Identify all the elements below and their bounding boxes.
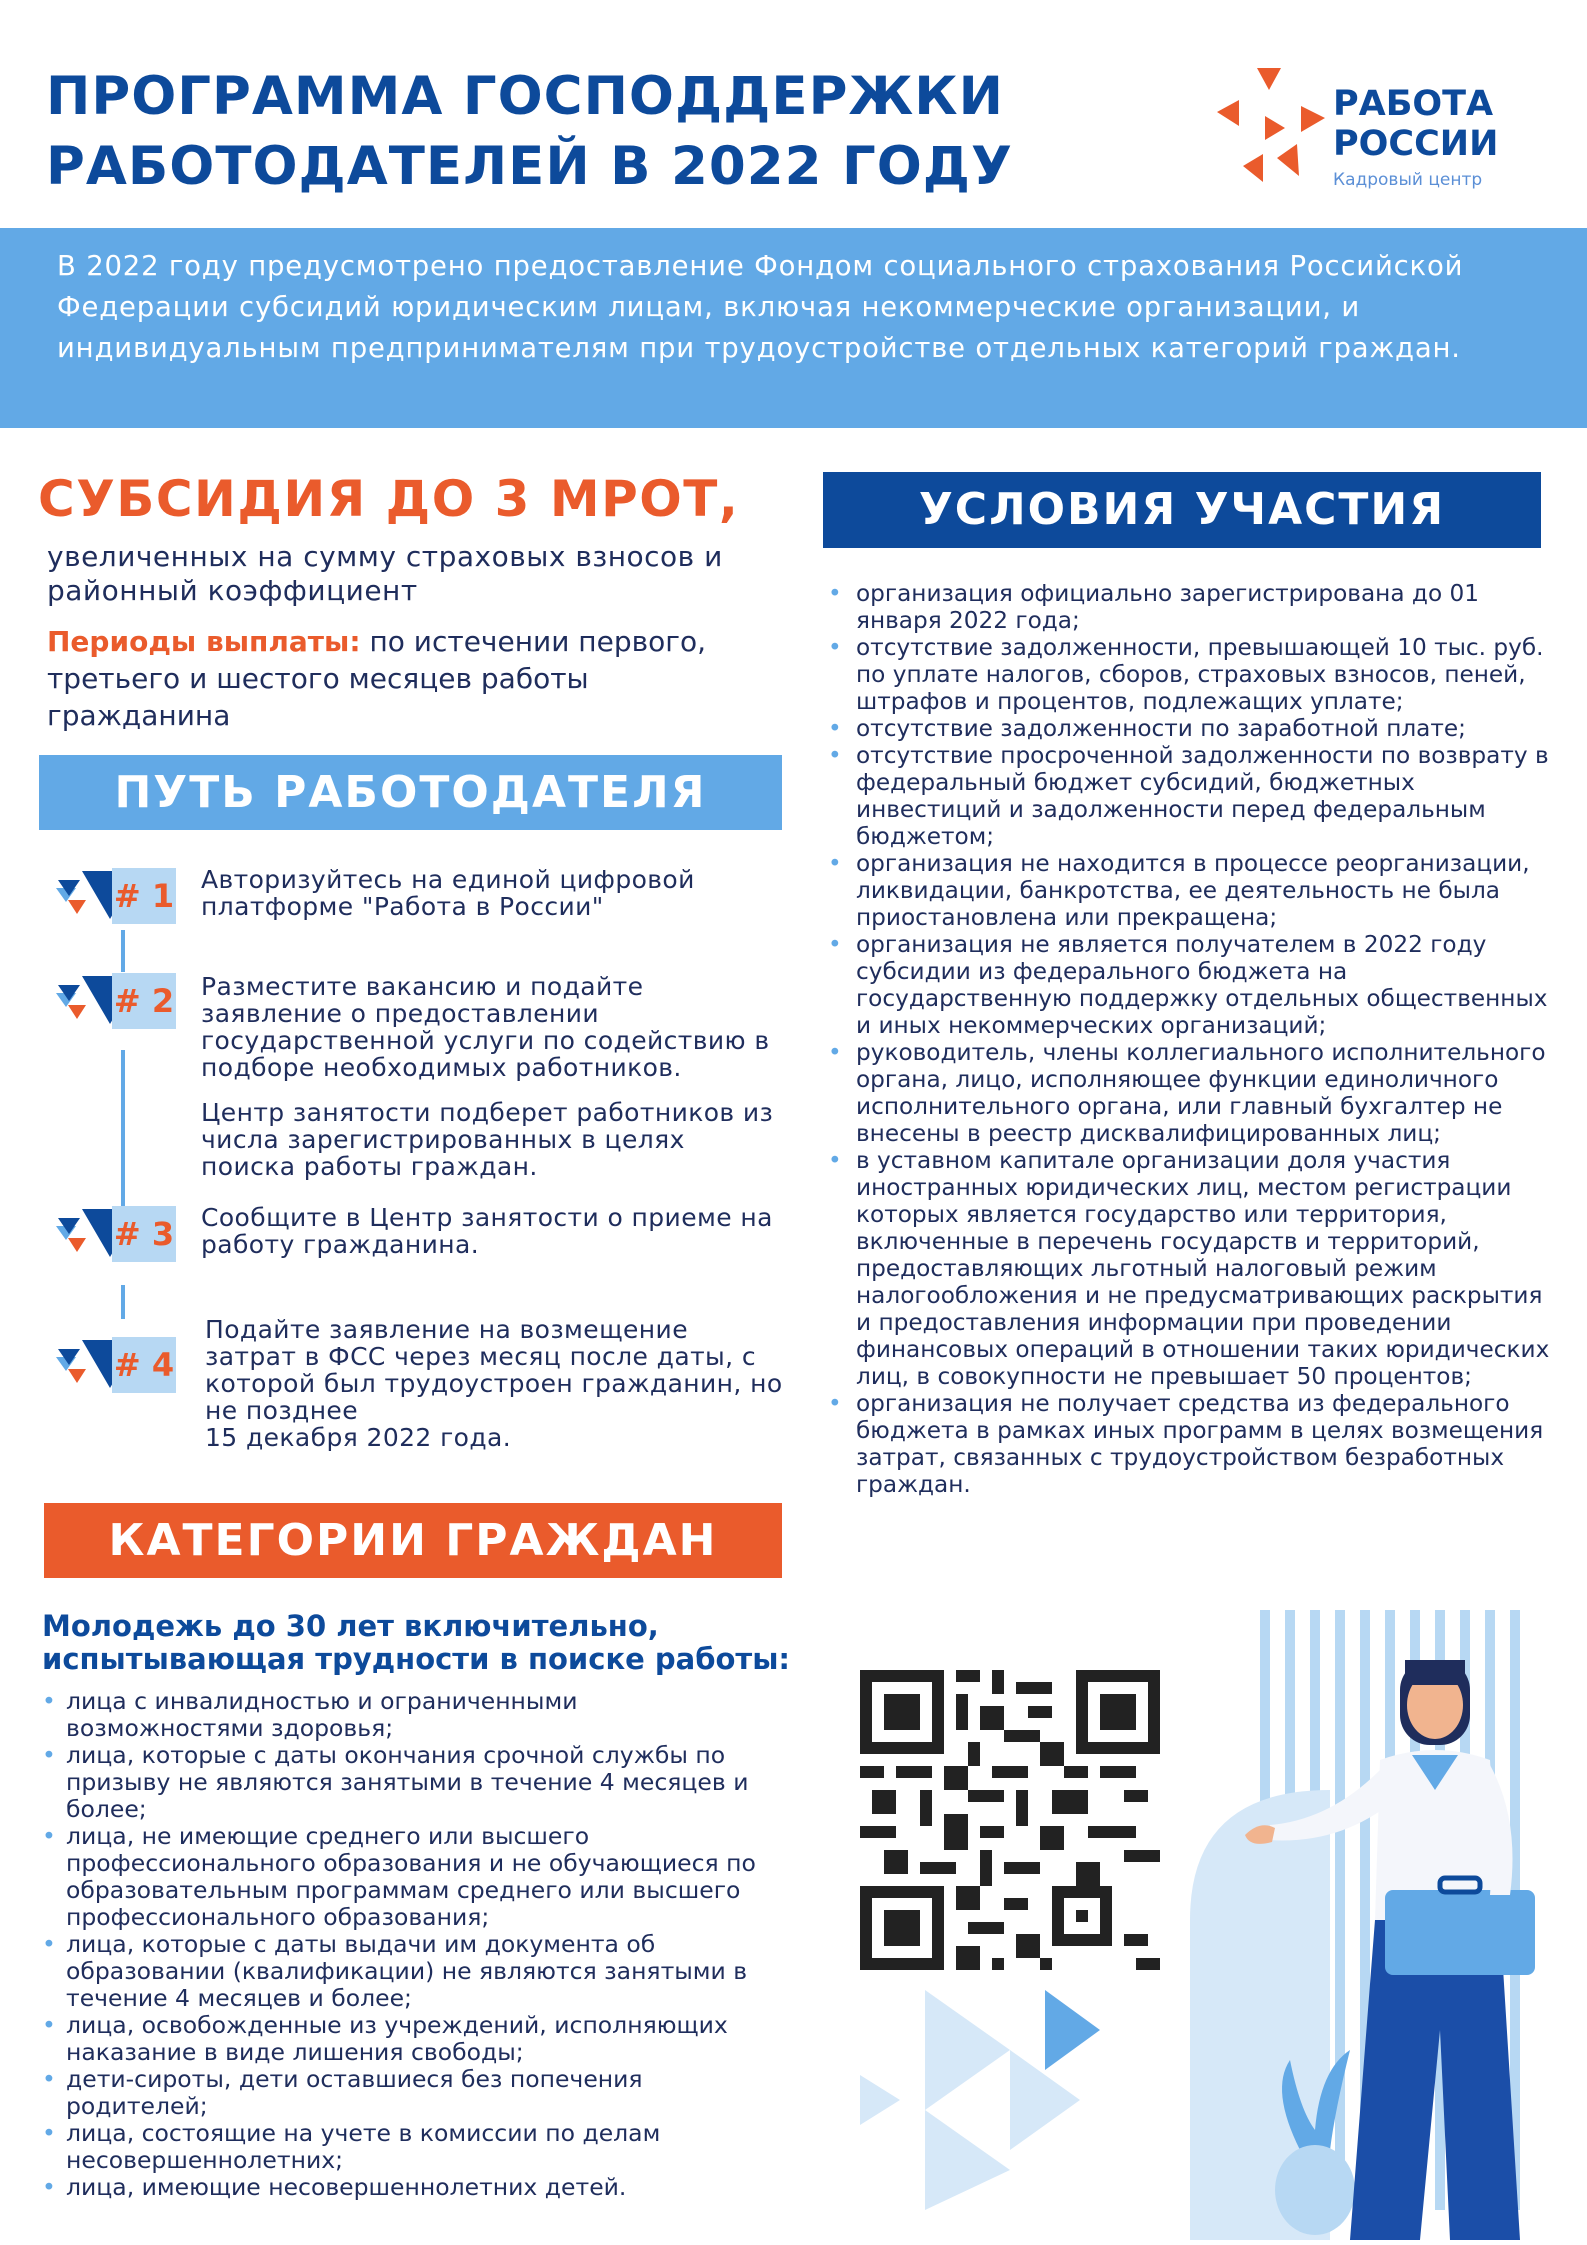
list-item: • отсутствие задолженности по заработной плате; [826, 715, 1551, 742]
step-number: # 1 [112, 868, 176, 924]
step-connector [121, 1285, 125, 1319]
logo-text [1333, 84, 1498, 190]
list-item: • лица с инвалидностью и ограниченными возможностями здоровья; [42, 1688, 782, 1742]
step-marker-4 [58, 1337, 176, 1393]
payment-periods [47, 623, 777, 734]
employee-illustration [1150, 1590, 1550, 2240]
list-item: • лица, состоящие на учете в комиссии по делам несовершеннолетних; [42, 2120, 782, 2174]
periods-text: по истечении первого, третьего и шестого месяцев работы гражданина [47, 625, 706, 732]
logo-subtitle: Кадровый центр [1333, 170, 1483, 190]
categories-list [42, 1688, 782, 2201]
step-text-2: Разместите вакансию и подайте заявление о предоставлении государственной услуги по содействию в подборе необходимых работников. [201, 972, 770, 1082]
step-number: # 3 [112, 1206, 176, 1262]
qr-code[interactable] [860, 1665, 1160, 1975]
play-arrows-decoration [850, 1990, 1170, 2210]
step-text-4-date: 15 декабря 2022 года. [205, 1423, 512, 1452]
subsidy-subtitle: увеличенных на сумму страховых взносов и районный коэффициент [47, 540, 723, 607]
step-connector [121, 930, 125, 972]
list-item: • организация не является получателем в 2022 году субсидии из федерального бюджета на государственную поддержку отдельных общественных и иных некоммерческих организаций; [826, 931, 1551, 1039]
title-line-2: РАБОТОДАТЕЛЕЙ В 2022 ГОДУ [46, 136, 1013, 197]
logo-mark-icon [1215, 66, 1327, 186]
list-item: • организация официально зарегистрирована до 01 января 2022 года; [826, 580, 1551, 634]
page-title [46, 62, 1086, 202]
list-item: • лица, не имеющие среднего или высшего профессионального образования и не обучающиеся по образовательным программам среднего или высшего профессионального образования; [42, 1823, 782, 1931]
subsidy-title: СУБСИДИЯ ДО 3 МРОТ, [38, 470, 740, 528]
conditions-header: УСЛОВИЯ УЧАСТИЯ [823, 472, 1541, 548]
step-number: # 2 [112, 973, 176, 1029]
periods-label: Периоды выплаты: [47, 625, 361, 658]
list-item: • в уставном капитале организации доля участия иностранных юридических лиц, местом регистрации которых является государство или территория, включенные в перечень государств и территорий, предоставляющих льготный налоговый режим налогообложения и не предусматривающих раскрытия и предоставления информации при проведении финансовых операций в отношении таких юридических лиц, в совокупности не превышает 50 процентов; [826, 1147, 1551, 1390]
step-text-3: Сообщите в Центр занятости о приеме на работу гражданина. [201, 1203, 773, 1259]
step-connector [121, 1050, 125, 1210]
logo [1215, 66, 1535, 196]
logo-line-1: РАБОТА [1333, 84, 1494, 124]
logo-line-2: РОССИИ [1333, 124, 1499, 164]
conditions-list [826, 580, 1551, 1498]
list-item: • организация не находится в процессе реорганизации, ликвидации, банкротства, ее деятельность не была приостановлена или прекращена; [826, 850, 1551, 931]
step-marker-1 [58, 868, 176, 924]
youth-heading: Молодежь до 30 лет включительно, испытывающая трудности в поиске работы: [42, 1609, 791, 1676]
step-text-4-main: Подайте заявление на возмещение затрат в ФСС через месяц после даты, с которой был трудоустроен гражданин, но не позднее [205, 1315, 783, 1425]
step-text-4 [205, 1316, 785, 1451]
list-item: • лица, которые с даты выдачи им документа об образовании (квалификации) не являются занятыми в течение 4 месяцев и более; [42, 1931, 782, 2012]
list-item: • лица, которые с даты окончания срочной службы по призыву не являются занятыми в течение 4 месяцев и более; [42, 1742, 782, 1823]
step-note-2: Центр занятости подберет работников из числа зарегистрированных в целях поиска работы граждан. [201, 1098, 774, 1181]
list-item: • лица, освобожденные из учреждений, исполняющих наказание в виде лишения свободы; [42, 2012, 782, 2066]
step-marker-2 [58, 973, 176, 1029]
list-item: • отсутствие просроченной задолженности по возврату в федеральный бюджет субсидий, бюджетных инвестиций и задолженности перед федеральным бюджетом; [826, 742, 1551, 850]
categories-header: КАТЕГОРИИ ГРАЖДАН [44, 1503, 782, 1578]
step-text-1: Авторизуйтесь на единой цифровой платформе "Работа в России" [201, 865, 695, 921]
intro-text: В 2022 году предусмотрено предоставление Фондом социального страхования Российской Федерации субсидий юридическим лицам, включая некоммерческие организации, и индивидуальным предпринимателям при трудоустройстве отдельных категорий граждан. [57, 250, 1464, 364]
list-item: • дети-сироты, дети оставшиеся без попечения родителей; [42, 2066, 782, 2120]
list-item: • отсутствие задолженности, превышающей 10 тыс. руб. по уплате налогов, сборов, страховых взносов, пеней, штрафов и процентов, подлежащих уплате; [826, 634, 1551, 715]
list-item: • руководитель, члены коллегиального исполнительного органа, лицо, исполняющее функции единоличного исполнительного органа, или главный бухгалтер не внесены в реестр дисквалифицированных лиц; [826, 1039, 1551, 1147]
list-item: • лица, имеющие несовершеннолетних детей. [42, 2174, 782, 2201]
employer-path-header: ПУТЬ РАБОТОДАТЕЛЯ [39, 755, 782, 830]
list-item: • организация не получает средства из федерального бюджета в рамках иных программ в целях возмещения затрат, связанных с трудоустройством безработных граждан. [826, 1390, 1551, 1498]
title-line-1: ПРОГРАММА ГОСПОДДЕРЖКИ [46, 66, 1004, 127]
step-number: # 4 [112, 1337, 176, 1393]
step-marker-3 [58, 1206, 176, 1262]
